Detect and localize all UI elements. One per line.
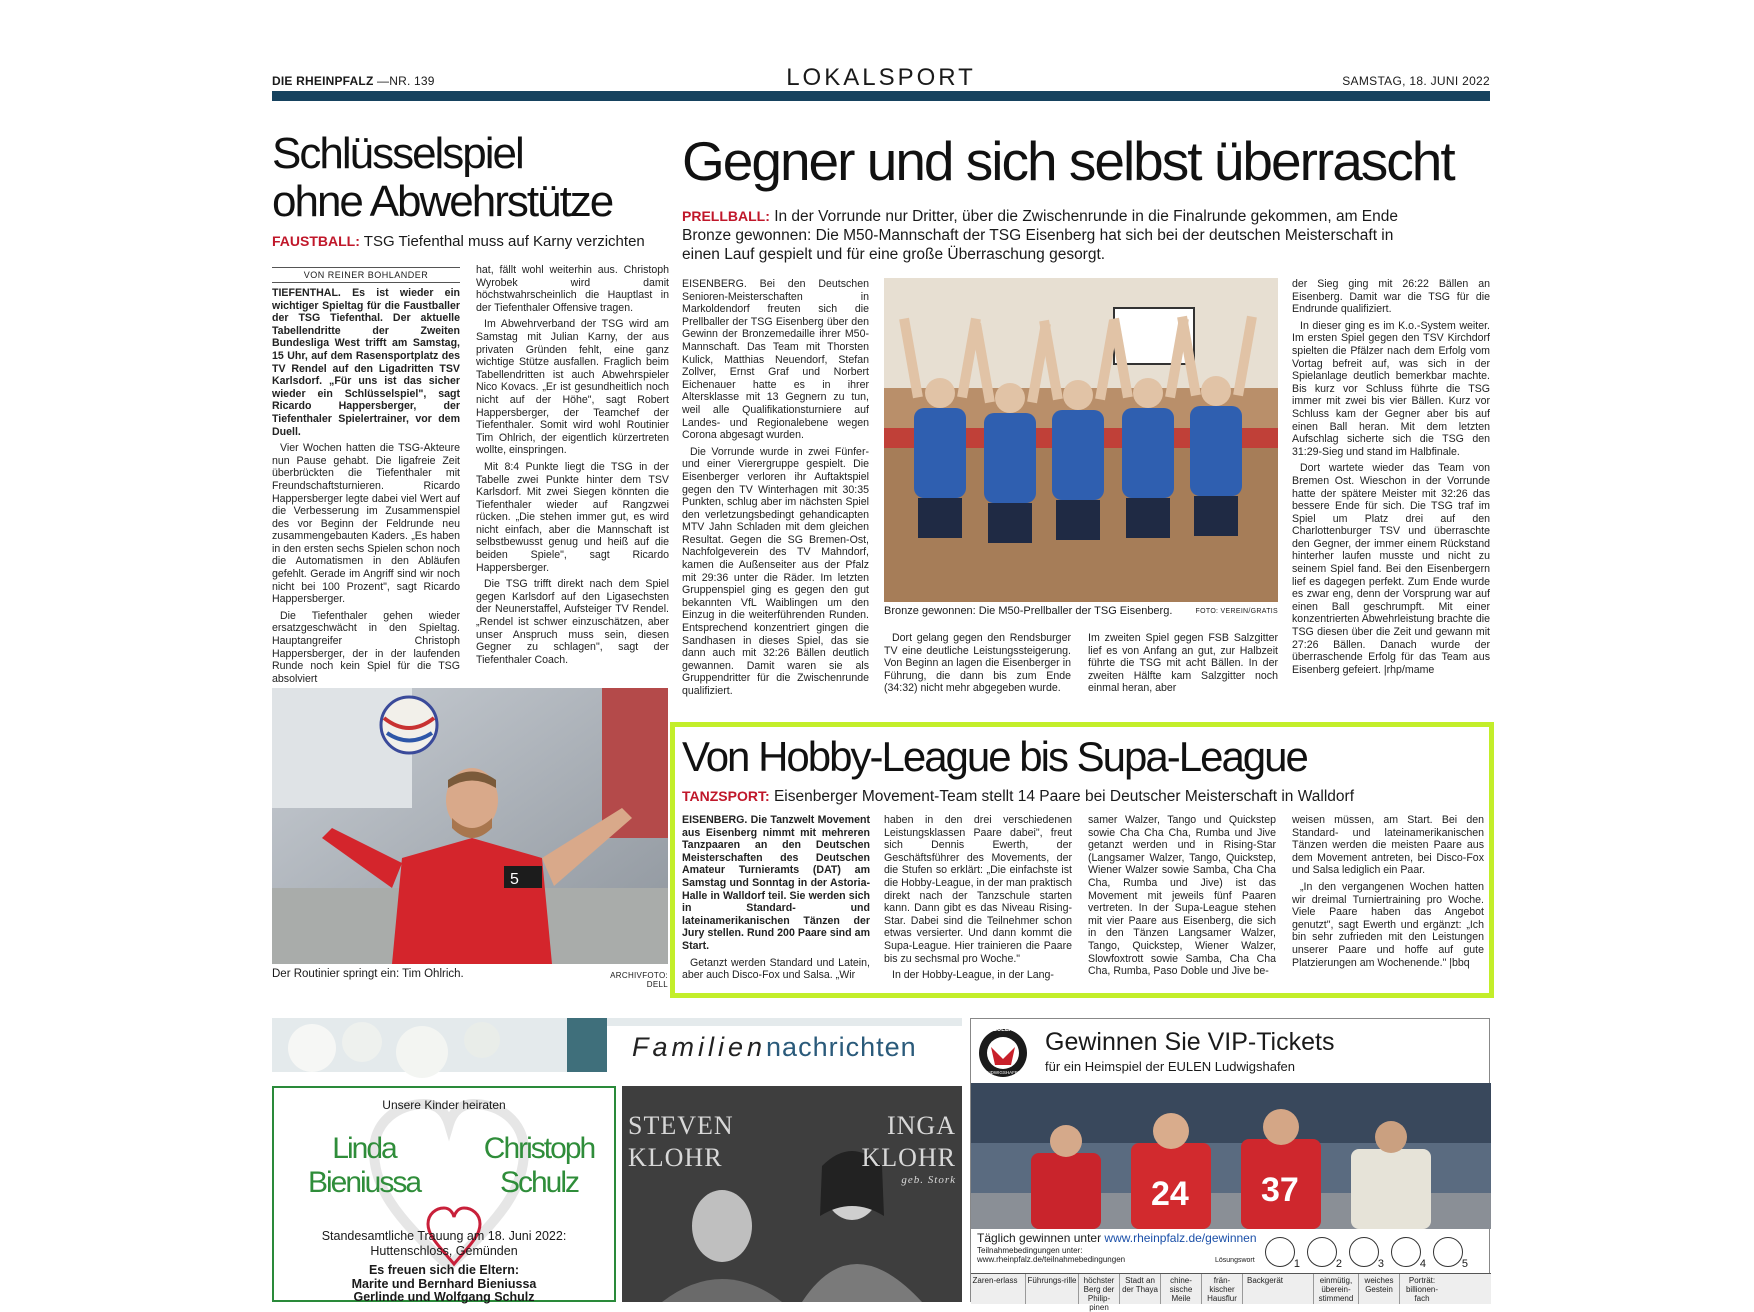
masthead <box>272 66 1490 100</box>
groom-photo-name <box>628 1110 734 1174</box>
vip-daily-text: Täglich gewinnen unter <box>977 1231 1102 1245</box>
eulen-logo-top-text: EULEN <box>992 1027 1014 1033</box>
prellball-column-2 <box>884 632 1071 696</box>
crossword-clue: weiches Gestein <box>1358 1274 1399 1304</box>
vip-url-link[interactable]: www.rheinpfalz.de/gewinnen <box>1104 1231 1257 1245</box>
solution-circle-number: 2 <box>1335 1258 1342 1270</box>
faustball-byline: VON REINER BOHLANDER <box>272 267 460 283</box>
tanzsport-paragraph: „In den vergangenen Wochen hatten wir dreimal Turniertraining pro Woche. Viele Paare haben das Angebot genutzt", sagt Ewerth und ergänzt: „Ich bin sehr zufrieden mit den Leistungen unserer Paare und hoffe auf gute Platzierungen am Wochenende." |bbq <box>1292 880 1484 969</box>
crossword-clue: Porträt: billionen-fach <box>1399 1274 1444 1304</box>
tanzsport-rubric: TANZSPORT: <box>682 788 770 804</box>
wedding-parents-2: Gerlinde und Wolfgang Schulz <box>353 1290 535 1304</box>
prellball-paragraph: der Sieg ging mit 26:22 Bällen an Eisenberg. Damit war die TSG für die Endrunde qualifiziert. <box>1292 278 1490 316</box>
vip-title: Gewinnen Sie VIP-Tickets <box>1045 1028 1335 1056</box>
prellball-column-1 <box>682 278 869 696</box>
faustball-headline-line2: ohne Abwehrstütze <box>272 177 613 226</box>
faustball-photo-graphic <box>272 688 668 964</box>
groom-first-name: Christoph <box>483 1132 595 1165</box>
tanzsport-subhead-text: Eisenberger Movement-Team stellt 14 Paare bei Deutscher Meisterschaft in Walldorf <box>773 788 1354 805</box>
familien-banner <box>272 1018 962 1072</box>
prellball-paragraph: In dieser ging es im K.o.-System weiter. Im ersten Spiel gegen den TSV Kirchdorf spielten die Pfälzer nach dem Erfolg vom Vortag befreit auf, was sich in der Spielanlage deutlich bemerkbar machte. Bis kurz vor Schluss führte die TSG immer mit zwei bis vier Bällen. Kurz vor Schluss kam der Gegner aber bis auf einen Ball heran. Mit dem letzten Aufschlag sicherte sich die TSG den 31:29-Sieg und stand im Halbfinale. <box>1292 319 1490 458</box>
wedding-parents-1: Marite und Bernhard Bieniussa <box>351 1277 537 1291</box>
wedding-parents-intro: Es freuen sich die Eltern: <box>368 1263 520 1277</box>
solution-circle[interactable] <box>1433 1237 1468 1270</box>
wedding-announcement <box>272 1086 616 1302</box>
faustball-paragraph: Die Tiefenthaler gehen wieder ersatzgeschwächt in den Spieltag. Hauptangreifer Christoph Happersberger, der in der laufenden Runde noch kein Spiel für die TSG absolviert <box>272 609 460 685</box>
tanzsport-column-1 <box>682 814 870 984</box>
crossword-clue: Zaren-erlass <box>972 1276 1018 1285</box>
vip-daily-line <box>977 1231 1257 1245</box>
prellball-headline: Gegner und sich selbst überrascht <box>682 130 1454 192</box>
solution-circle-number: 1 <box>1293 1258 1300 1270</box>
prellball-column-3 <box>1088 632 1278 696</box>
prellball-paragraph: EISENBERG. Bei den Deutschen Senioren-Meisterschaften in Markoldendorf freuten sich die Prellballer der TSG Eisenberg über den Gewinn der Bronzemedaille ihrer M50-Mannschaft. Das Team mit Thorsten Kulick, Matthias Neuendorf, Stefan Zollver, Ernst Graf und Norbert Eichenauer hatte es in ihrer Altersklasse mit 13 Gegnern zu tun, weil alle Qualifikationsturniere auf Landes- und Regionalebene wegen Corona abgesagt wurden. <box>682 278 869 442</box>
tanzsport-subhead <box>682 786 1482 807</box>
crossword-clue: Führungs-rille <box>1025 1274 1078 1304</box>
vip-photo-graphic <box>971 1083 1491 1229</box>
wedding-date-line: Standesamtliche Trauung am 18. Juni 2022: <box>321 1229 567 1243</box>
jersey-number-1: 24 <box>1151 1175 1189 1213</box>
faustball-paragraph: hat, fällt wohl weiterhin aus. Christoph Wyrobek wird damit höchstwahrscheinlich die Hauptlast in der Tiefenthaler Offensive tragen. <box>476 264 669 314</box>
prellball-team-photo <box>884 278 1278 602</box>
tanzsport-paragraph: Getanzt werden Standard und Latein, aber auch Disco-Fox und Salsa. „Wir <box>682 956 870 982</box>
tanzsport-paragraph: samer Walzer, Tango und Quickstep sowie Cha Cha Cha, Rumba und Jive getanzt werden und in Rising-Star (Langsamer Walzer, Tango, Quickstep, Wiener Walzer sowie Samba, Cha Cha Cha, Rumba und Jive) ist das Movement mit jeweils fünf Paaren vertreten. In der Supa-League stehen mit vier Paare aus Eisenberg, die sich in den Tänzen Langsamer Walzer, Tango, Quickstep, Wiener Walzer, Slowfoxtrott sowie Samba, Cha Cha Cha, Rumba, Paso Doble und Jive be- <box>1088 814 1276 978</box>
prellball-paragraph: Im zweiten Spiel gegen FSB Salzgitter lief es von Anfang an gut, zur Halbzeit führte die TSG mit acht Bällen. In der zweiten Hälfte kam Salzgitter noch einmal heran, aber <box>1088 632 1278 695</box>
issue-date: SAMSTAG, 18. JUNI 2022 <box>1342 74 1490 88</box>
solution-circle-number: 3 <box>1377 1258 1384 1270</box>
faustball-rubric: FAUSTBALL: <box>272 233 360 249</box>
vip-subtitle: für ein Heimspiel der EULEN Ludwigshafen <box>1045 1059 1296 1074</box>
faustball-paragraph: Im Abwehrverband der TSG wird am Samstag mit Julian Karny, der aus privaten Gründen fehlt, eine ganz wichtige Stütze ausfallen. Fraglich beim Tabellendritten ist auch Abwehrspieler Nico Kovacs. „Er ist gesundheitlich noch nicht auf der Höhe", sagt Robert Happersberger, der Teamchef der Tiefenthaler. Somit wird wohl Routinier Tim Ohlrich, der eigentlich kürzertreten wollte, einspringen. <box>476 318 669 457</box>
tanzsport-column-2 <box>884 814 1072 984</box>
masthead-rule <box>272 91 1490 101</box>
solution-circle[interactable] <box>1391 1237 1426 1270</box>
tanzsport-lead: EISENBERG. Die Tanzwelt Movement aus Eisenberg nimmt mit mehreren Tanzpaaren an den Deutschen Meisterschaften des Deutschen Amateur Turnieramts (DAT) am Samstag und Sonntag in der Astoria-Halle in Walldorf teil. Sie werden sich in Standard- und lateinamerikanischen Tänzen der Jury stellen. Rund 200 Paare sind am Start. <box>682 814 870 952</box>
crossword-clue: Backgerät <box>1242 1274 1287 1304</box>
solution-circle-number: 5 <box>1461 1258 1468 1270</box>
tanzsport-headline: Von Hobby-League bis Supa-League <box>682 733 1307 780</box>
eulen-logo <box>977 1025 1029 1081</box>
faustball-column-1 <box>272 287 460 685</box>
faustball-lead: TIEFENTHAL. Es ist wieder ein wichtiger Spieltag für die Faustballer der TSG Tiefenthal. Der aktuelle Tabellendritte der Zweiten Bundesliga West trifft am Samstag, 15 Uhr, auf dem Rasensportplatz des TV Rendel auf den Ligadritten TSV Karlsdorf. „Für uns ist das sicher wieder ein Schlüsselspiel", sagt Ricardo Happersberger, der Tiefenthaler Spielertrainer, vor dem Duell. <box>272 287 460 438</box>
section-title: LOKALSPORT <box>786 64 976 91</box>
photo-last-name-2: KLOHR <box>861 1143 956 1172</box>
vip-handball-photo <box>971 1083 1491 1229</box>
solution-circle[interactable] <box>1265 1237 1300 1270</box>
prellball-photo-caption: Bronze gewonnen: Die M50-Prellballer der TSG Eisenberg. <box>884 605 1173 617</box>
prellball-column-4 <box>1292 278 1490 696</box>
jersey-number-2: 37 <box>1261 1171 1299 1209</box>
groom-name <box>474 1132 604 1200</box>
crossword-clue: einmütig, überein-stimmend <box>1313 1274 1358 1304</box>
photo-last-name-1: KLOHR <box>628 1143 723 1172</box>
faustball-photo-caption: Der Routinier springt ein: Tim Ohlrich. <box>272 968 464 980</box>
couple-photo <box>622 1086 962 1302</box>
faustball-photo <box>272 688 668 964</box>
prellball-paragraph: Die Vorrunde wurde in zwei Fünfer- und einer Vierergruppe gespielt. Die Eisenberger verloren ihr Auftaktspiel gegen den TV Winterhagen mit 30:35 Punkten, schlug aber im nächsten Spiel den verletzungsbedingt gehandicapten MTV Jahn Schladen mit dem gleichen Resultat. Gegen die SG Bremen-Ost, Nachfolgeverein des TV Mahndorf, kamen die Außenseiter aus der Pfalz mit 29:36 unter die Räder. Im letzten Gruppenspiel ging es gegen den gut bekannten VfL Waiblingen um den Einzug in die weiterführenden Runden. Entsprechend konzentriert gingen die Sandhasen in dieses Spiel, das sie dann auch mit 32:26 Bällen deutlich gewannen. Damit waren sie als Gruppendritter für die Zwischenrunde qualifiziert. <box>682 445 869 697</box>
faustball-photo-credit: ARCHIVFOTO: DELL <box>610 971 668 989</box>
familien-title <box>632 1032 917 1063</box>
faustball-paragraph: Vier Wochen hatten die TSG-Akteure nun Pause gehabt. Die ligafreie Zeit überbrückten die Tiefenthaler mit Freundschaftsturnieren. Ricardo Happersberger legte dabei viel Wert auf die Verbesserung im Zusammenspiel des vor Beginn der Feldrunde neu zusammengebauten Kaders. „Es haben in den ersten sechs Spielen schon noch die Automatismen in den Abläufen gefehlt. Gerade im Angriff sind wir noch nicht bei 100 Prozent", sagt Ricardo Happersberger. <box>272 442 460 606</box>
prellball-subhead <box>682 207 1402 264</box>
tanzsport-column-3 <box>1088 814 1276 984</box>
groom-last-name: Schulz <box>499 1166 579 1199</box>
tanzsport-column-4 <box>1292 814 1484 984</box>
faustball-paragraph: Mit 8:4 Punkte liegt die TSG in der Tabelle zwei Punkte hinter dem TSV Karlsdorf. Mit zwei Siegen könnten die Tiefenthaler wieder auf Rangzwei rücken. „Die stehen immer gut, es wird nicht einfach, aber die Mannschaft ist selbstbewusst genug und heiß auf die beiden Spiele", sagt Ricardo Happersberger. <box>476 460 669 574</box>
photo-maiden-name: geb. Stork <box>901 1174 956 1186</box>
photo-first-name-2: INGA <box>887 1111 956 1140</box>
familien-title-1: Familien <box>632 1032 767 1062</box>
tanzsport-paragraph: haben in den drei verschiedenen Leistungsklassen Paare dabei", freut sich Dennis Ewerth, der Geschäftsführer des Movements, der die Stufen so erklärt: „Die einfachste ist die Hobby-League, in der man praktisch direkt nach der Tanzschule starten kann. Dann gibt es das Niveau Rising-Star. Dabei sind die Teilnehmer schon etwas versierter. Und dann kommt die Supa-League. Hier trainieren die Paare bis zu sechsmal pro Woche." <box>884 814 1072 965</box>
wedding-place: Huttenschloss, Gemünden <box>370 1244 518 1258</box>
bride-name <box>304 1132 424 1200</box>
bride-photo-name <box>861 1110 956 1186</box>
faustball-subhead <box>272 231 672 252</box>
faustball-headline-line1: Schlüsselspiel <box>272 129 523 178</box>
photo-first-name-1: STEVEN <box>628 1111 734 1140</box>
vip-ticket-ad <box>970 1018 1490 1312</box>
faustball-column-2 <box>476 264 669 673</box>
tanzsport-paragraph: In der Hobby-League, in der Lang- <box>892 969 1054 982</box>
prellball-paragraph: Dort gelang gegen den Rendsburger TV eine deutliche Leistungssteigerung. Von Beginn an lagen die Eisenberger in Führung, die dann bis zum Ende (34:32) nicht mehr abgegeben wurde. <box>884 632 1071 695</box>
crossword-clue: höchster Berg der Philip-pinen <box>1078 1274 1119 1304</box>
faustball-headline <box>272 130 652 226</box>
vip-terms-1: Teilnahmebedingungen unter: <box>977 1246 1083 1255</box>
paper-name: DIE RHEINPFALZ —NR. 139 <box>272 74 435 88</box>
crossword-clue: chine-sische Meile <box>1160 1274 1201 1304</box>
prellball-subhead-text: In der Vorrunde nur Dritter, über die Zwischenrunde in die Finalrunde gekommen, am Ende Bronze gewonnen: Die M50-Mannschaft der TSG Eisenberg hat sich bei der deutschen Meisterschaft in einen Lauf gespielt und für eine große Überraschung gesorgt. <box>682 208 1398 263</box>
solution-circle[interactable] <box>1307 1237 1342 1270</box>
wedding-intro: Unsere Kinder heiraten <box>382 1098 506 1112</box>
svg-text:5: 5 <box>510 871 519 888</box>
bride-first-name: Linda <box>332 1132 396 1165</box>
prellball-photo-graphic <box>884 278 1278 602</box>
solution-circle-number: 4 <box>1419 1258 1426 1270</box>
familien-title-2: nachrichten <box>766 1032 917 1062</box>
prellball-rubric: PRELLBALL: <box>682 208 770 224</box>
crossword-strip <box>971 1273 1491 1312</box>
loesungswort-label: Lösungswort <box>1215 1257 1255 1264</box>
faustball-subhead-text: TSG Tiefenthal muss auf Karny verzichten <box>363 233 645 250</box>
faustball-paragraph: Die TSG trifft direkt nach dem Spiel gegen Karlsdorf auf den Ligasechsten der Neunerstaffel, Aufsteiger TV Rendel. „Rendel ist schwer einzuschätzen, aber unser Anspruch muss sein, diesen Gegner zu schlagen", sagt der Tiefenthaler Coach. <box>476 578 669 666</box>
crossword-clue: frän-kischer Hausflur <box>1201 1274 1242 1304</box>
eulen-logo-bottom-text: LUDWIGSHAFEN <box>984 1070 1022 1075</box>
bride-last-name: Bieniussa <box>307 1166 421 1199</box>
tanzsport-paragraph: weisen müssen, am Start. Bei den Standard- und lateinamerikanischen Tänzen werden die meisten Paare aus dem Movement antreten, bei Disco-Fox und Salsa lediglich ein Paar. <box>1292 814 1484 877</box>
prellball-photo-credit: FOTO: VEREIN/GRATIS <box>1195 608 1278 615</box>
issue-number: —NR. 139 <box>377 74 435 88</box>
vip-terms-2: www.rheinpfalz.de/teilnahmebedingungen <box>977 1255 1126 1264</box>
crossword-clue: Stadt an der Thaya <box>1119 1274 1160 1304</box>
loesungswort-circles[interactable] <box>1265 1237 1485 1270</box>
solution-circle[interactable] <box>1349 1237 1384 1270</box>
prellball-paragraph: Dort wartete wieder das Team von Bremen Ost. Wieschon in der Vorrunde hatte der spätere Meister mit 32:26 das bessere Ende für sich. Die TSG traf im Spiel um Platz drei auf den Charlottenburger TSV und überraschte den Gegner, der immer einem Rückstand hinterher laufen musste und nicht zu seinem Spiel fand. Bei den Eisenbergern lief es dagegen perfekt. Zum Ende wurde es zwar eng, denn der Vorsprung war auf einen Ball geschrumpft. Mit einer konzentrierten Abwehrleistung brachte die TSG diesen über die Zeit und gewann mit 27:26 Bällen. Danach wurde der überraschende Erfolg für das Team aus Eisenberg gefeiert. |rhp/mame <box>1292 462 1490 676</box>
